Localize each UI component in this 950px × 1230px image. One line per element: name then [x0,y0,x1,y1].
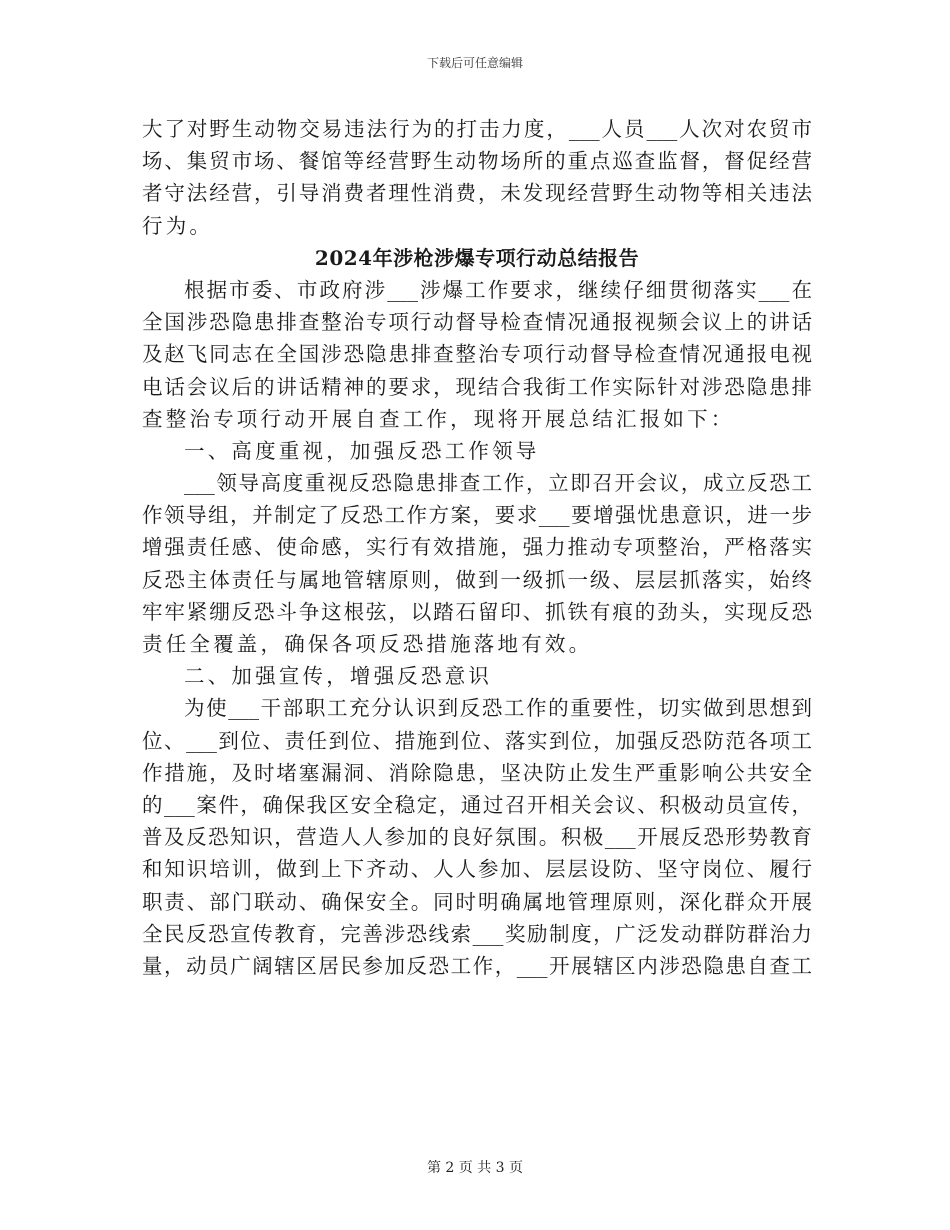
text-line: 作措施，及时堵塞漏洞、消除隐患，坚决防止发生严重影响公共安全 [142,760,812,785]
text-line: 全国涉恐隐患排查整治专项行动督导检查情况通报视频会议上的讲话 [142,310,812,335]
text-line: 的___案件，确保我区安全稳定，通过召开相关会议、积极动员宣传， [142,792,812,817]
text-line: 牢牢紧绷反恐斗争这根弦，以踏石留印、抓铁有痕的劲头，实现反恐 [142,599,812,624]
section-heading: 二、加强宣传，增强反恐意识 [184,664,493,689]
document-body [142,113,812,982]
text-line: 根据市委、市政府涉___涉爆工作要求，继续仔细贯彻落实___在 [184,277,812,302]
text-line: 者守法经营，引导消费者理性消费，未发现经营野生动物等相关违法 [142,181,812,206]
page-number: 第 2 页 共 3 页 [426,1160,524,1176]
text-line: 电话会议后的讲话精神的要求，现结合我街工作实际针对涉恐隐患排 [142,374,812,399]
page-header-note: 下载后可任意编辑 [426,56,523,70]
text-line: 作领导组，并制定了反恐工作方案，要求___要增强忧患意识，进一步 [142,503,812,528]
text-line: 大了对野生动物交易违法行为的打击力度，___人员___人次对农贸市 [142,117,812,141]
text-line: 全民反恐宣传教育，完善涉恐线索___奖励制度，广泛发动群防群治力 [142,921,812,946]
text-line: 普及反恐知识，营造人人参加的良好氛围。积极___开展反恐形势教育 [142,825,812,850]
text-line: 量，动员广阔辖区居民参加反恐工作，___开展辖区内涉恐隐患自查工 [142,953,812,978]
text-line: 场、集贸市场、餐馆等经营野生动物场所的重点巡查监督，督促经营 [142,149,812,174]
text-line: ___领导高度重视反恐隐患排查工作，立即召开会议，成立反恐工 [184,471,812,496]
text-line: 增强责任感、使命感，实行有效措施，强力推动专项整治，严格落实 [142,535,812,560]
text-line: 责任全覆盖，确保各项反恐措施落地有效。 [142,632,593,656]
text-line: 职责、部门联动、确保安全。同时明确属地管理原则，深化群众开展 [142,889,812,914]
text-line: 为使___干部职工充分认识到反恐工作的重要性，切实做到思想到 [184,696,812,721]
section-heading: 一、高度重视，加强反恐工作领导 [184,438,540,463]
text-line: 位、___到位、责任到位、措施到位、落实到位，加强反恐防范各项工 [142,728,812,753]
text-line: 及赵飞同志在全国涉恐隐患排查整治专项行动督导检查情况通报电视 [142,342,812,367]
text-line: 和知识培训，做到上下齐动、人人参加、层层设防、坚守岗位、履行 [142,857,812,882]
text-line: 反恐主体责任与属地管辖原则，做到一级抓一级、层层抓落实，始终 [142,567,812,592]
report-title: 2024年涉枪涉爆专项行动总结报告 [314,245,640,270]
text-line: 行为。 [142,213,214,238]
text-line: 查整治专项行动开展自查工作，现将开展总结汇报如下： [142,406,735,431]
